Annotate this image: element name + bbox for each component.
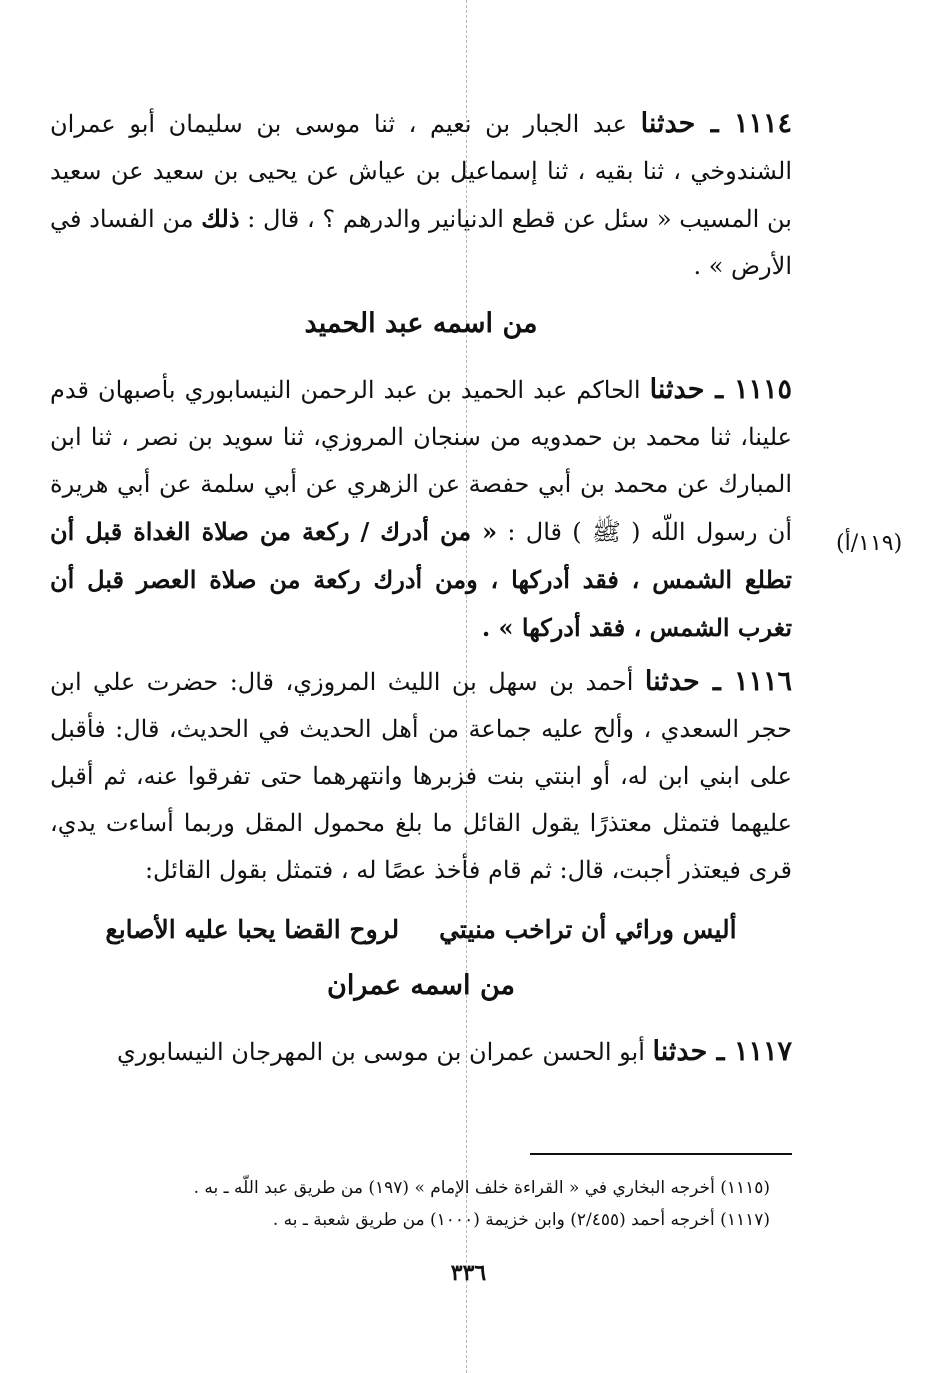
hadith-text: أبو الحسن عمران بن موسى بن المهرجان النيسابوري — [117, 1038, 653, 1066]
hadith-1114 — [50, 100, 792, 290]
hadith-1116 — [50, 658, 792, 894]
hadith-number: ١١١٤ ـ حدثنا — [640, 108, 792, 139]
hadith-number: ١١١٦ ـ حدثنا — [644, 666, 792, 697]
verse-first-hemistich: أليس ورائي أن تراخب منيتي — [439, 915, 737, 944]
section-heading: من اسمه عبد الحميد — [304, 308, 538, 339]
hadith-bold-text: ذلك — [201, 204, 240, 233]
margin-note: (١١٩/أ) — [836, 531, 903, 556]
hadith-text: من الفساد في الأرض » . — [50, 205, 792, 280]
section-heading: من اسمه عمران — [327, 970, 515, 1001]
footnotes — [130, 1172, 770, 1236]
hadith-text: الحاكم عبد الحميد بن عبد الرحمن النيسابوري بأصبهان قدم علينا، ثنا محمد بن حمدويه من سنجان المروزي، ثنا سويد بن نصر ، ثنا ابن المبارك عن محمد بن أبي حفصة عن الزهري عن أبي سلمة عن أبي هريرة أن رسول اللّه ( ﷺ ) قال : — [50, 376, 792, 546]
page-number: ٣٣٦ — [450, 1260, 487, 1286]
footnote-divider — [530, 1153, 792, 1155]
page-body — [50, 100, 792, 1082]
verse-second-hemistich: لروح القضا يحبا عليه الأصابع — [105, 915, 400, 944]
poetry-verse — [50, 908, 792, 952]
hadith-number: ١١١٧ ـ حدثنا — [652, 1036, 792, 1067]
hadith-1115 — [50, 366, 792, 652]
hadith-text: أحمد بن سهل بن الليث المروزي، قال: حضرت علي ابن حجر السعدي ، وألح عليه جماعة من أهل الحديث في الحديث، قال: فأقبل على ابني ابن له، أو ابنتي بنت فزبرها وانتهرهما حتى تفرقوا عنه، ثم أقبل عليهما فتمثل معتذرًا يقول القائل ما بلغ محمول المقل وربما أساءت يدي، قرى فيعتذر أجبت، قال: ثم قام فأخذ عصًا له ، فتمثل بقول القائل: — [50, 668, 793, 884]
hadith-matn: « من أدرك / ركعة من صلاة الغداة قبل أن تطلع الشمس ، فقد أدركها ، ومن أدرك ركعة من صلاة العصر قبل أن تغرب الشمس ، فقد أدركها » . — [50, 517, 792, 642]
footnote: (١١١٥) أخرجه البخاري في « القراءة خلف الإمام » (١٩٧) من طريق عبد اللّه ـ به . — [193, 1178, 770, 1198]
footnote: (١١١٧) أخرجه أحمد (٢/٤٥٥) وابن خزيمة (١٠٠٠) من طريق شعبة ـ به . — [272, 1210, 770, 1230]
hadith-1117 — [50, 1028, 792, 1076]
hadith-number: ١١١٥ ـ حدثنا — [649, 374, 792, 405]
hadith-text: عبد الجبار بن نعيم ، ثنا موسى بن سليمان أبو عمران الشندوخي ، ثنا بقيه ، ثنا إسماعيل بن عياش عن يحيى بن سعيد عن سعيد بن المسيب « سئل عن قطع الدنيانير والدرهم ؟ ، قال : — [50, 110, 792, 233]
